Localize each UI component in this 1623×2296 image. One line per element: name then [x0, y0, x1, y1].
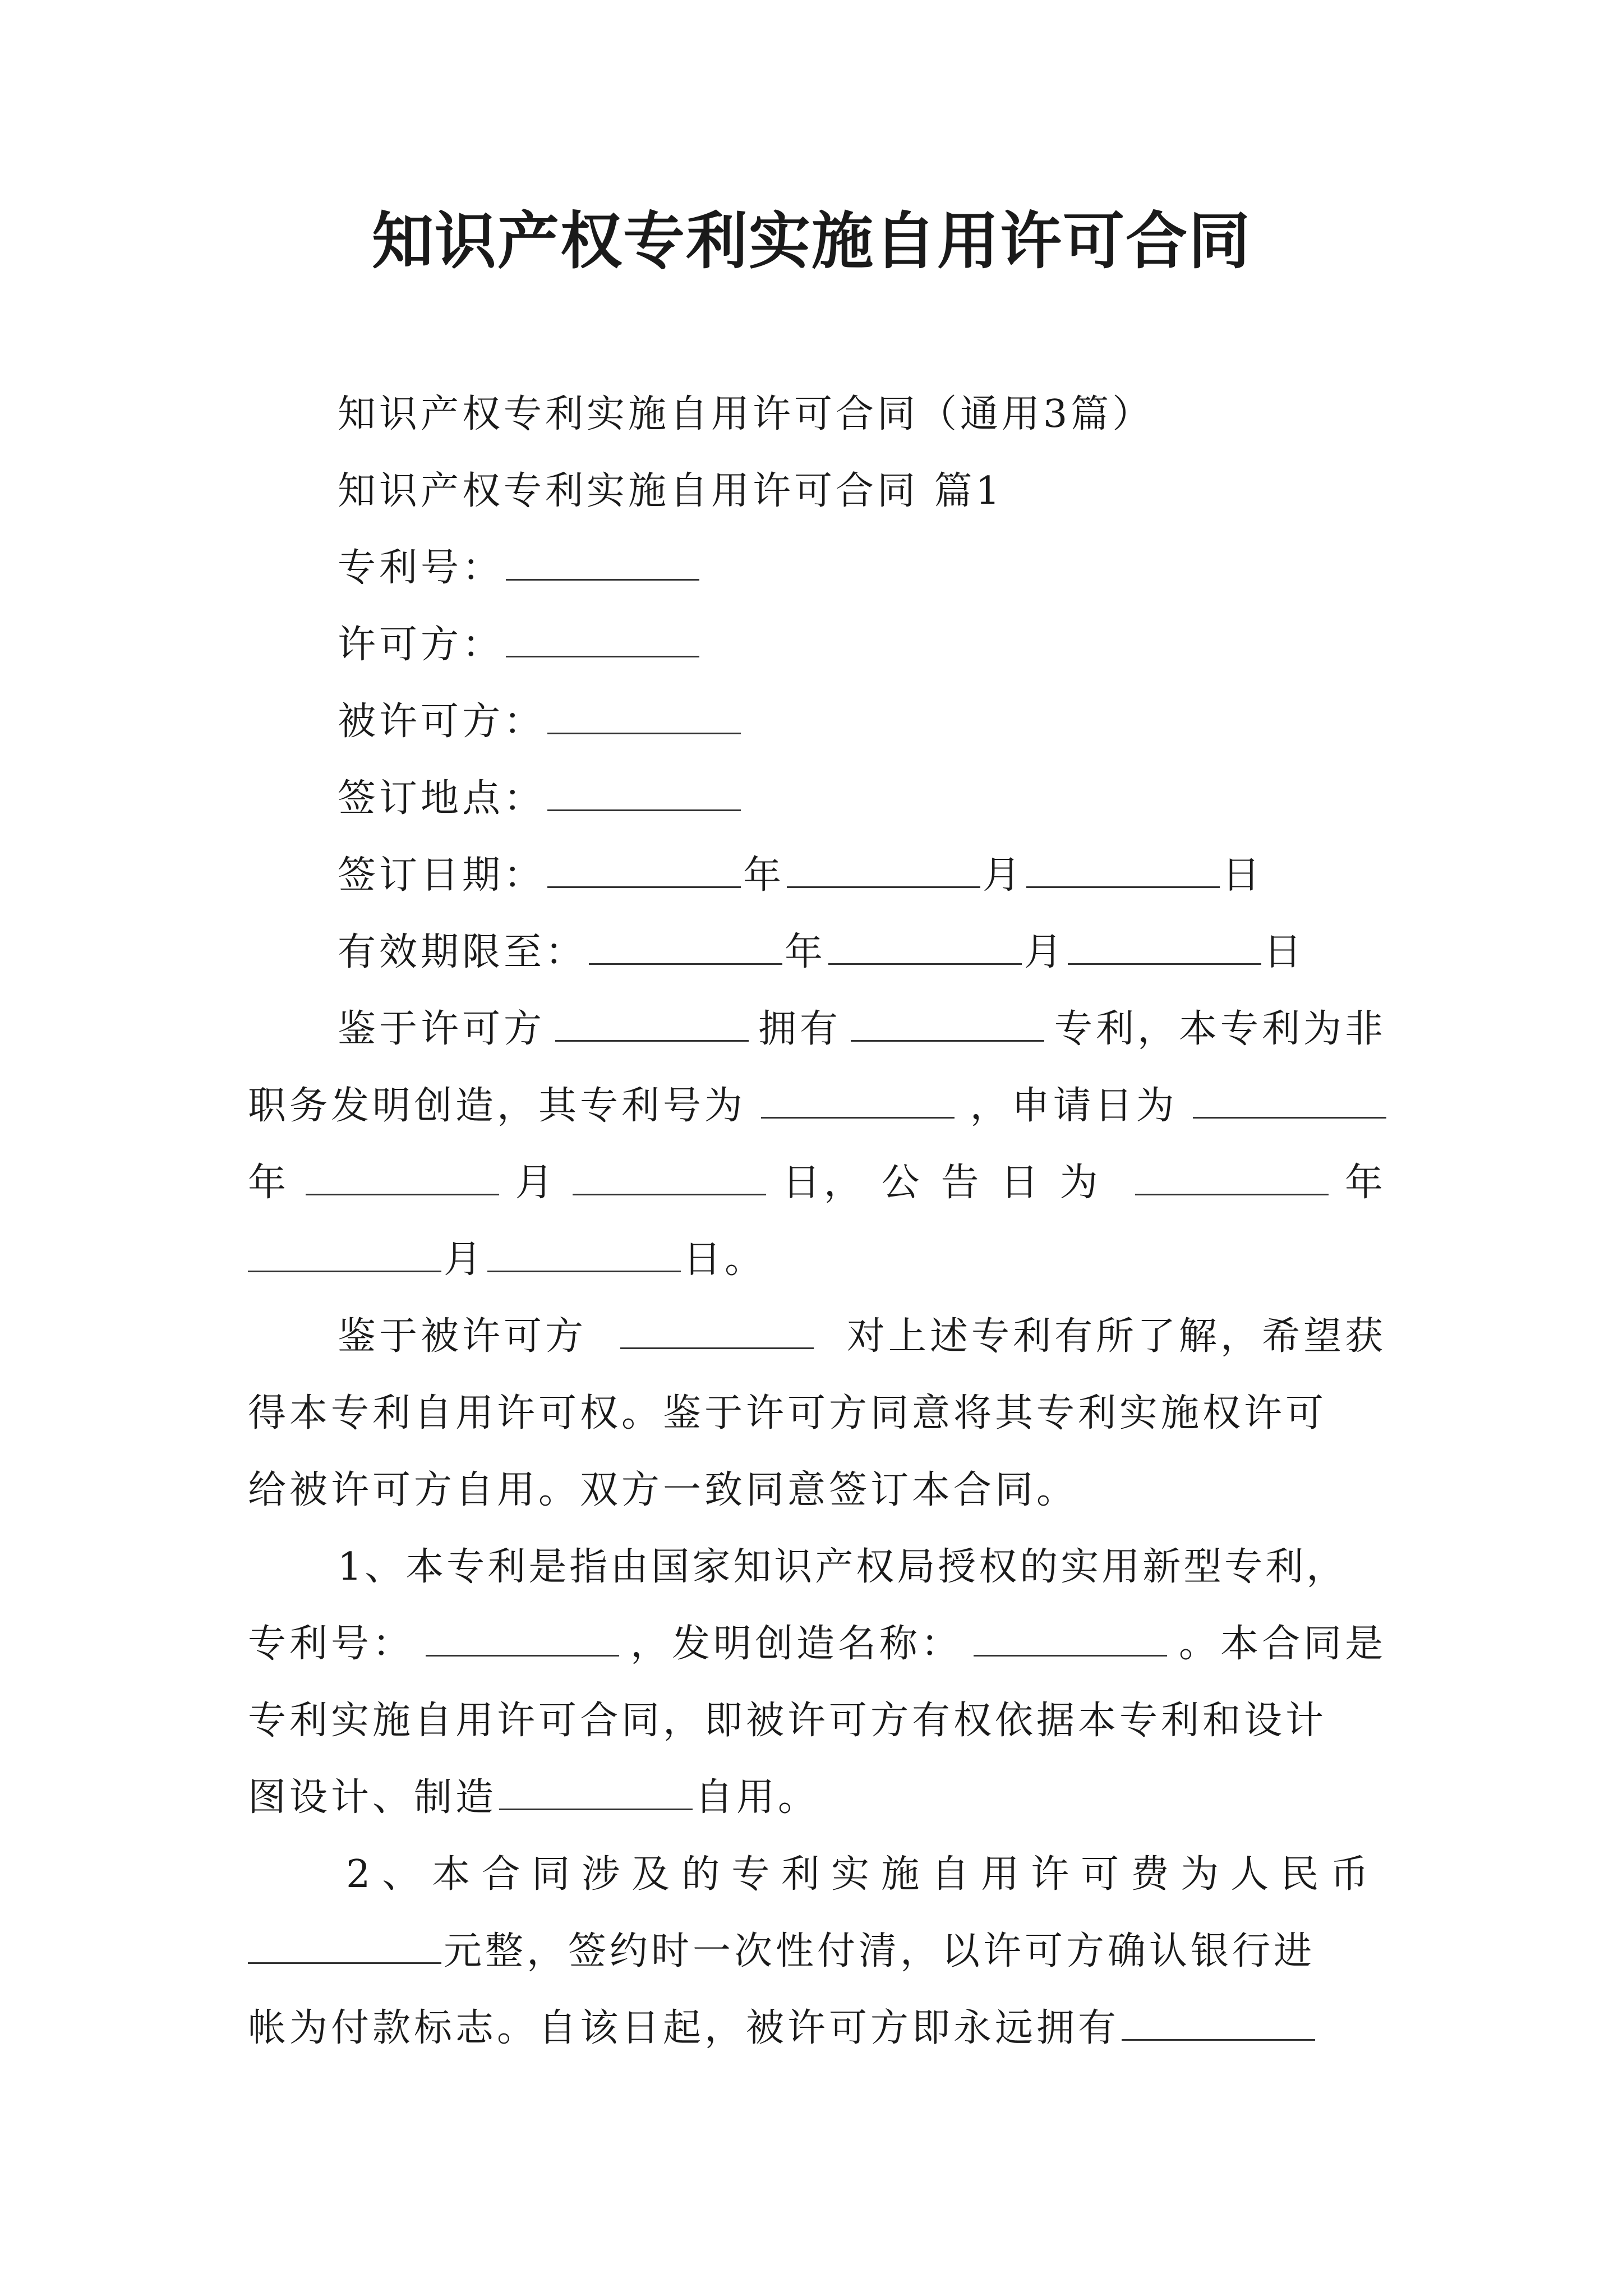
- ownership-blank: [1122, 2010, 1315, 2041]
- product-blank: [499, 1779, 693, 1810]
- para3-text: 专利号：: [248, 1622, 414, 1666]
- para1-text: 拥有: [758, 1007, 841, 1051]
- section-heading: 知识产权专利实施自用许可合同 篇1: [338, 469, 1003, 513]
- para1-text: 年: [1344, 1161, 1386, 1205]
- para4-line3: [248, 1990, 1386, 2067]
- para2-line2: 得本专利自用许可权。鉴于许可方同意将其专利实施权许可: [248, 1391, 1327, 1435]
- para1-line3: [248, 1144, 1386, 1221]
- apply-day-blank: [573, 1165, 766, 1195]
- invention-name-blank: [974, 1626, 1167, 1657]
- month-label: 月: [1024, 930, 1066, 974]
- sign-month-blank: [787, 857, 980, 888]
- announce-day-blank: [487, 1241, 681, 1272]
- para1-text: 月: [515, 1161, 557, 1205]
- para1-text: 日。: [683, 1237, 767, 1282]
- patent-no-label: 专利号：: [338, 546, 504, 590]
- licensor-label: 许可方：: [338, 623, 504, 667]
- apply-date-blank: [1193, 1088, 1386, 1119]
- licensee-line: [248, 683, 1386, 760]
- para1-line2: [248, 1068, 1386, 1144]
- day-label: 日: [1222, 853, 1264, 898]
- licensor-name-blank: [555, 1011, 749, 1042]
- para4-text: 元整，签约时一次性付清，以许可方确认银行进: [444, 1929, 1316, 1973]
- para3-text: ，发明创造名称：: [630, 1622, 962, 1666]
- para4-line1: 2、本合同涉及的专利实施自用许可费为人民币: [346, 1852, 1381, 1897]
- para1-text: ，申请日为: [970, 1084, 1178, 1128]
- valid-until-line: [248, 914, 1386, 991]
- para2-text: 对上述专利有所了解，希望获: [846, 1314, 1386, 1359]
- patent-no-line: [248, 530, 1386, 606]
- licensee-name-blank: [620, 1318, 814, 1349]
- para1-text: 专利，本专利为非: [1054, 1007, 1386, 1051]
- announce-month-blank: [248, 1241, 441, 1272]
- document-body: [248, 376, 1386, 2067]
- sign-place-line: [248, 760, 1386, 837]
- para4-line2: [248, 1913, 1386, 1990]
- para1-text: 职务发明创造，其专利号为: [248, 1084, 746, 1128]
- para1-line4: [248, 1221, 1386, 1298]
- document-title: 知识产权专利实施自用许可合同: [372, 205, 1251, 277]
- para3-text: 图设计、制造: [248, 1775, 497, 1820]
- para3-line4: [248, 1759, 1386, 1836]
- subtitle: 知识产权专利实施自用许可合同（通用3篇）: [338, 392, 1154, 436]
- announce-year-blank: [1135, 1165, 1329, 1195]
- para2-line3: 给被许可方自用。双方一致同意签订本合同。: [248, 1468, 1078, 1512]
- para3-line2: [248, 1605, 1386, 1682]
- licensor-blank: [506, 627, 699, 657]
- apply-month-blank: [306, 1165, 499, 1195]
- para3-line1: 1、本专利是指由国家知识产权局授权的实用新型专利，: [338, 1545, 1348, 1589]
- licensee-blank: [547, 703, 741, 734]
- patent-name-blank: [851, 1011, 1044, 1042]
- patent-number-blank-2: [426, 1626, 619, 1657]
- para1-text: 鉴于许可方: [338, 1007, 546, 1051]
- para1-text: 日，: [782, 1161, 865, 1205]
- patent-no-blank: [506, 550, 699, 581]
- valid-year-blank: [589, 934, 782, 965]
- para3-text: 。本合同是: [1178, 1622, 1386, 1666]
- patent-number-blank: [761, 1088, 955, 1119]
- para4-text: 帐为付款标志。自该日起，被许可方即永远拥有: [248, 2006, 1120, 2050]
- para3-line3: 专利实施自用许可合同，即被许可方有权依据本专利和设计: [248, 1699, 1327, 1743]
- sign-date-line: [248, 837, 1386, 914]
- para1-line1: [248, 991, 1386, 1068]
- valid-until-label: 有效期限至：: [338, 930, 587, 974]
- para2-line1: [248, 1298, 1386, 1375]
- valid-month-blank: [828, 934, 1022, 965]
- licensee-label: 被许可方：: [338, 700, 546, 744]
- sign-place-blank: [547, 780, 741, 811]
- sign-year-blank: [547, 857, 741, 888]
- para1-text: 年: [248, 1161, 290, 1205]
- para1-text: 公告日为: [881, 1161, 1119, 1205]
- sign-date-label: 签订日期：: [338, 853, 546, 898]
- sign-day-blank: [1026, 857, 1220, 888]
- fee-blank: [248, 1933, 441, 1964]
- para2-text: 鉴于被许可方: [338, 1314, 587, 1359]
- year-label: 年: [743, 853, 785, 898]
- sign-place-label: 签订地点：: [338, 776, 546, 821]
- year-label: 年: [785, 930, 827, 974]
- month-label: 月: [983, 853, 1025, 898]
- para1-text: 月: [444, 1237, 486, 1282]
- para3-text: 自用。: [695, 1775, 820, 1820]
- day-label: 日: [1264, 930, 1306, 974]
- valid-day-blank: [1068, 934, 1261, 965]
- licensor-line: [248, 606, 1386, 683]
